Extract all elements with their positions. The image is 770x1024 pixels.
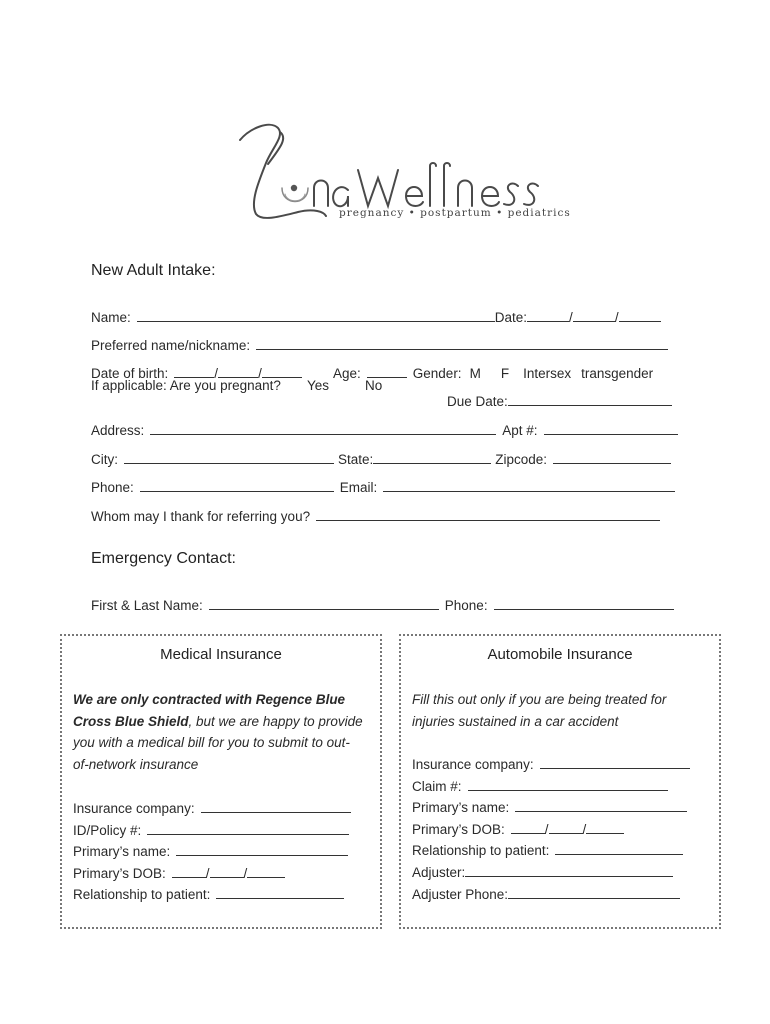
referral-label: Whom may I thank for referring you?	[91, 509, 311, 524]
referral-row	[91, 493, 660, 524]
state-label: State:	[338, 452, 374, 467]
preferred-label: Preferred name/nickname:	[91, 338, 251, 353]
dob-day-field[interactable]	[218, 365, 258, 378]
name-field[interactable]	[137, 309, 495, 322]
address-row	[91, 407, 678, 438]
tagline: pregnancy • postpartum • pediatrics	[339, 207, 571, 219]
medical-fields: Insurance company: ID/Policy #: Primary’s name: Primary’s DOB: / / Relationship to patient:	[73, 798, 373, 906]
medical-dob-day-field[interactable]	[210, 865, 244, 878]
emergency-name-label: First & Last Name:	[91, 598, 203, 613]
auto-primary-name-label: Primary’s name:	[412, 800, 510, 816]
emergency-phone-label: Phone:	[444, 598, 488, 613]
preferred-row	[91, 322, 668, 353]
medical-insurance-title: Medical Insurance	[160, 646, 282, 663]
gender-option-intersex[interactable]: Intersex	[523, 366, 572, 381]
dob-year-field[interactable]	[262, 365, 302, 378]
date-year-field[interactable]	[619, 309, 661, 322]
dob-label: Date of birth:	[91, 366, 169, 381]
date-month-field[interactable]	[527, 309, 569, 322]
auto-primary-name-field[interactable]	[515, 799, 687, 812]
referral-field[interactable]	[316, 508, 660, 521]
apt-label: Apt #:	[502, 423, 538, 438]
pregnant-no-option[interactable]: No	[365, 378, 383, 393]
date-day-field[interactable]	[573, 309, 615, 322]
auto-company-label: Insurance company:	[412, 757, 534, 772]
name-label: Name:	[91, 310, 131, 325]
address-label: Address:	[91, 423, 145, 438]
medical-company-field[interactable]	[201, 800, 351, 813]
age-gender-row	[333, 350, 653, 381]
email-field[interactable]	[383, 479, 675, 492]
dob-row: Date of birth: / /	[91, 350, 302, 381]
medical-dob-year-field[interactable]	[247, 865, 285, 878]
phone-label: Phone:	[91, 480, 134, 495]
pregnant-label: If applicable: Are you pregnant?	[91, 378, 281, 393]
medical-policy-label: ID/Policy #:	[73, 822, 142, 838]
due-date-row	[447, 378, 672, 409]
pregnant-yes-option[interactable]: Yes	[307, 378, 330, 393]
due-date-label: Due Date:	[447, 394, 508, 409]
auto-dob-month-field[interactable]	[511, 821, 545, 834]
adjuster-phone-field[interactable]	[508, 886, 680, 899]
auto-note: Fill this out only if you are being treated for injuries sustained in a car accident	[412, 692, 667, 729]
medical-primary-name-field[interactable]	[176, 843, 348, 856]
auto-primary-dob-label: Primary’s DOB:	[412, 821, 505, 837]
auto-relationship-label: Relationship to patient:	[412, 843, 550, 859]
name-row: Name: Date: / /	[91, 294, 661, 325]
adjuster-phone-label: Adjuster Phone:	[412, 886, 509, 902]
phone-field[interactable]	[140, 479, 334, 492]
medical-relationship-label: Relationship to patient:	[73, 887, 211, 903]
adjuster-label: Adjuster:	[412, 864, 466, 880]
phone-row	[91, 464, 675, 495]
gender-option-m[interactable]: M	[469, 366, 481, 381]
medical-primary-dob-label: Primary’s DOB:	[73, 865, 166, 881]
age-label: Age:	[333, 366, 361, 381]
emergency-row	[91, 582, 674, 613]
auto-relationship-field[interactable]	[555, 842, 683, 855]
due-date-field[interactable]	[508, 393, 672, 406]
state-field[interactable]	[373, 451, 491, 464]
adjuster-field[interactable]	[465, 864, 673, 877]
age-field[interactable]	[367, 365, 407, 378]
medical-relationship-field[interactable]	[216, 886, 344, 899]
auto-claim-field[interactable]	[468, 778, 668, 791]
city-row	[91, 436, 671, 467]
apt-field[interactable]	[544, 422, 678, 435]
emergency-title: Emergency Contact:	[91, 550, 236, 567]
emergency-phone-field[interactable]	[494, 597, 674, 610]
medical-primary-name-label: Primary’s name:	[73, 844, 171, 860]
medical-dob-month-field[interactable]	[172, 865, 206, 878]
address-field[interactable]	[150, 422, 496, 435]
auto-company-field[interactable]	[540, 756, 690, 769]
dob-month-field[interactable]	[174, 365, 214, 378]
medical-policy-field[interactable]	[147, 822, 349, 835]
city-field[interactable]	[124, 451, 334, 464]
gender-option-transgender[interactable]: transgender	[581, 366, 654, 381]
form-title: New Adult Intake:	[91, 262, 216, 279]
medical-note: We are only contracted with Regence Blue Cross Blue Shield, but we are happy to provide you with a medical bill for you to submit to out- of-network insurance	[73, 692, 363, 772]
auto-dob-day-field[interactable]	[549, 821, 583, 834]
preferred-name-field[interactable]	[256, 337, 668, 350]
city-label: City:	[91, 452, 118, 467]
email-label: Email:	[339, 480, 378, 495]
zipcode-field[interactable]	[553, 451, 671, 464]
auto-insurance-title: Automobile Insurance	[487, 646, 633, 663]
auto-fields: Insurance company: Claim #: Primary’s name: Primary’s DOB: / / Relationship to patient: Adjuster: Adjuster Phone:	[412, 754, 712, 905]
auto-claim-label: Claim #:	[412, 778, 462, 794]
gender-label: Gender:	[412, 366, 462, 381]
auto-dob-year-field[interactable]	[586, 821, 624, 834]
date-label: Date:	[494, 310, 528, 325]
medical-company-label: Insurance company:	[73, 801, 195, 816]
emergency-name-field[interactable]	[209, 597, 439, 610]
gender-option-f[interactable]: F	[500, 366, 510, 381]
zipcode-label: Zipcode:	[495, 452, 548, 467]
